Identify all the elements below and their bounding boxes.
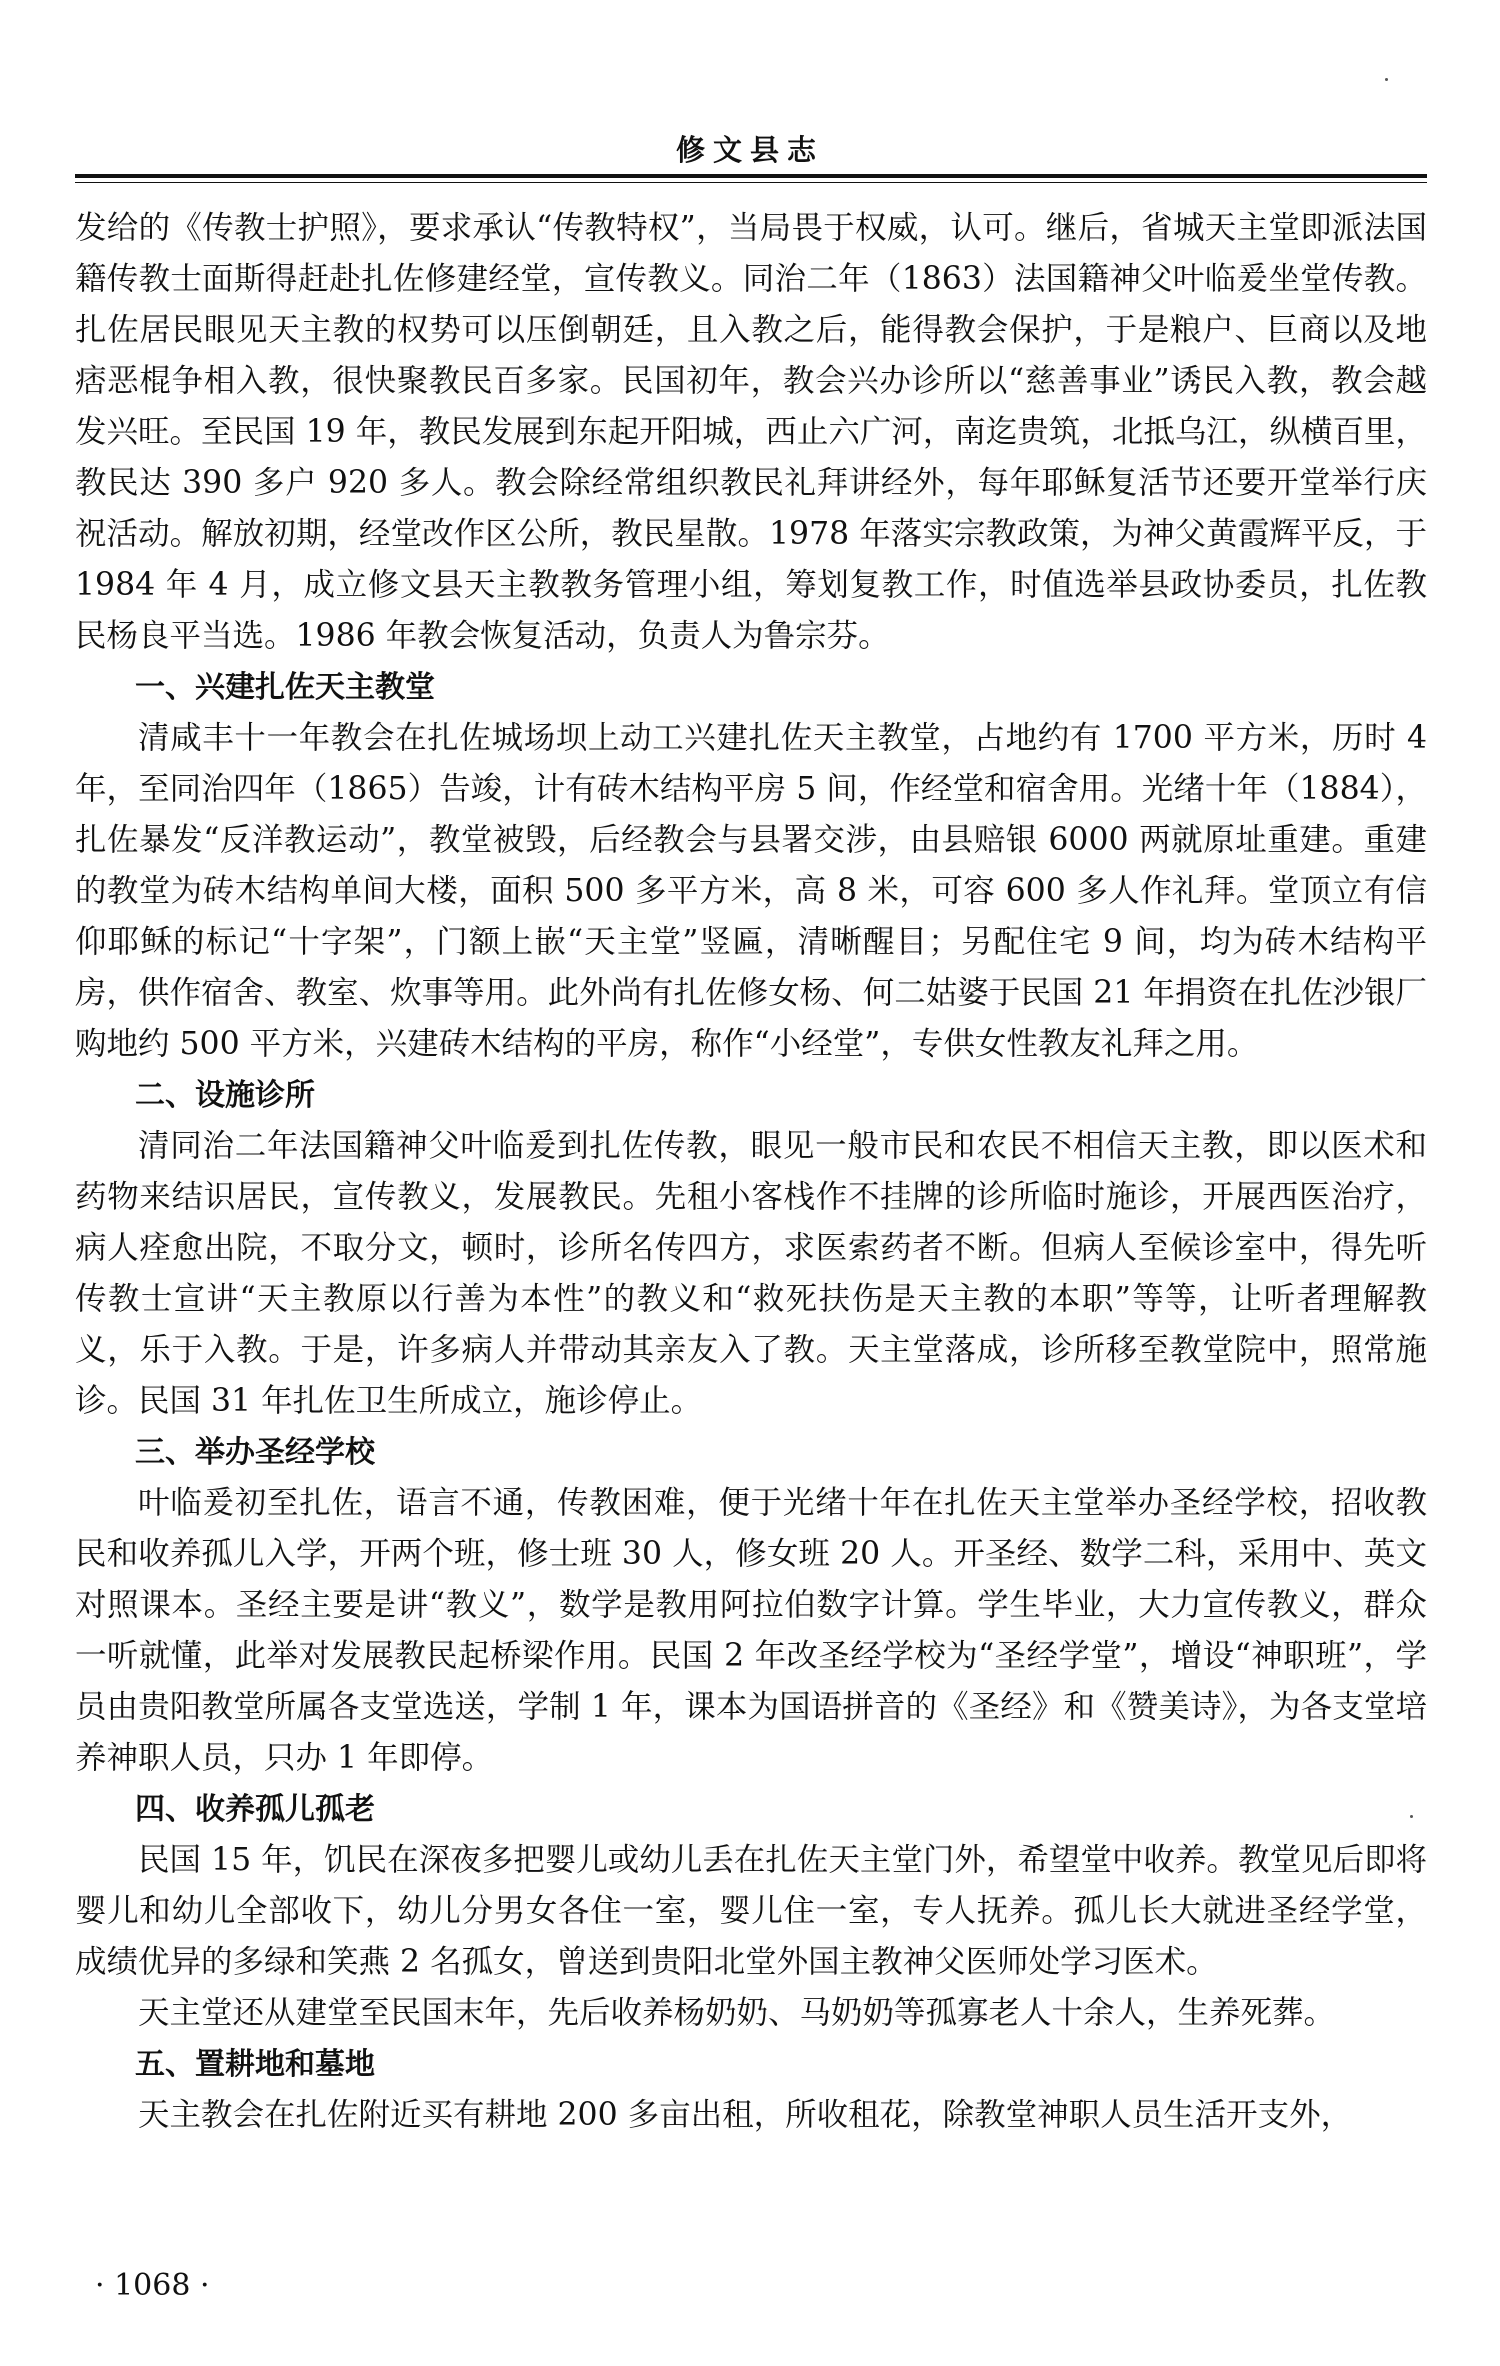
section-4-paragraph-2: 天主堂还从建堂至民国末年，先后收养杨奶奶、马奶奶等孤寡老人十余人，生养死葬。 [138,1995,1336,2031]
running-header: 修文县志 [675,133,824,167]
section-heading-4: 四、收养孤儿孤老 [135,1792,375,1827]
section-1-paragraph: 清咸丰十一年教会在扎佐城场坝上动工兴建扎佐天主教堂，占地约有 1700 平方米，历时 4 年，至同治四年（1865）告竣，计有砖木结构平房 5 间，作经堂和宿舍用。光绪十年（1884），扎佐暴发“反洋教运动”，教堂被毁，后经教会与县署交涉，由县赔银 6000 两就原址重建。重建的教堂为砖木结构单间大楼，面积 500 多平方米，高 8 米，可容 600 多人作礼拜。堂顶立有信仰耶稣的标记“十字架”，门额上嵌“天主堂”竖匾，清晰醒目；另配住宅 9 间，均为砖木结构平房，供作宿舍、教室、炊事等用。此外尚有扎佐修女杨、何二姑婆于民国 21 年捐资在扎佐沙银厂购地约 500 平方米，兴建砖木结构的平房，称作“小经堂”，专供女性教友礼拜之用。 [75,720,1427,1062]
section-heading-5: 五、置耕地和墓地 [135,2047,375,2082]
section-heading-2: 二、设施诊所 [135,1078,315,1113]
intro-paragraph: 发给的《传教士护照》，要求承认“传教特权”，当局畏于权威，认可。继后，省城天主堂即派法国籍传教士面斯得赶赴扎佐修建经堂，宣传教义。同治二年（1863）法国籍神父叶临爰坐堂传教。扎佐居民眼见天主教的权势可以压倒朝廷，且入教之后，能得教会保护，于是粮户、巨商以及地痞恶棍争相入教，很快聚教民百多家。民国初年，教会兴办诊所以“慈善事业”诱民入教，教会越发兴旺。至民国 19 年，教民发展到东起开阳城，西止六广河，南迄贵筑，北抵乌江，纵横百里，教民达 390 多户 920 多人。教会除经常组织教民礼拜讲经外，每年耶稣复活节还要开堂举行庆祝活动。解放初期，经堂改作区公所，教民星散。1978 年落实宗教政策，为神父黄霞辉平反，于 1984 年 4 月，成立修文县天主教教务管理小组，筹划复教工作，时值选举县政协委员，扎佐教民杨良平当选。1986 年教会恢复活动，负责人为鲁宗芬。 [75,210,1427,654]
body-text [75,203,1427,2141]
section-4-paragraph-1: 民国 15 年，饥民在深夜多把婴儿或幼儿丢在扎佐天主堂门外，希望堂中收养。教堂见后即将婴儿和幼儿全部收下，幼儿分男女各住一室，婴儿住一室，专人抚养。孤儿长大就进圣经学堂，成绩优异的多绿和笑燕 2 名孤女，曾送到贵阳北堂外国主教神父医师处学习医术。 [75,1842,1427,1980]
section-5-paragraph: 天主教会在扎佐附近买有耕地 200 多亩出租，所收租花，除教堂神职人员生活开支外， [138,2097,1353,2133]
header-rule-thin [75,182,1427,183]
section-3-paragraph: 叶临爰初至扎佐，语言不通，传教困难，便于光绪十年在扎佐天主堂举办圣经学校，招收教民和收养孤儿入学，开两个班，修士班 30 人，修女班 20 人。开圣经、数学二科，采用中、英文对照课本。圣经主要是讲“教义”，数学是教用阿拉伯数字计算。学生毕业，大力宣传教义，群众一听就懂，此举对发展教民起桥梁作用。民国 2 年改圣经学校为“圣经学堂”，增设“神职班”，学员由贵阳教堂所属各支堂选送，学制 1 年，课本为国语拼音的《圣经》和《赞美诗》，为各支堂培养神职人员，只办 1 年即停。 [75,1485,1427,1776]
section-heading-1: 一、兴建扎佐天主教堂 [135,670,435,705]
section-2-paragraph: 清同治二年法国籍神父叶临爰到扎佐传教，眼见一般市民和农民不相信天主教，即以医术和药物来结识居民，宣传教义，发展教民。先租小客栈作不挂牌的诊所临时施诊，开展西医治疗，病人痊愈出院，不取分文，顿时，诊所名传四方，求医索药者不断。但病人至候诊室中，得先听传教士宣讲“天主教原以行善为本性”的教义和“救死扶伤是天主教的本职”等等，让听者理解教义，乐于入教。于是，许多病人并带动其亲友入了教。天主堂落成，诊所移至教堂院中，照常施诊。民国 31 年扎佐卫生所成立，施诊停止。 [75,1128,1427,1419]
scan-speck [1410,1815,1413,1818]
scan-speck [1385,78,1388,81]
page-number: · 1068 · [95,2268,210,2303]
header-rule-thick [75,174,1427,178]
section-heading-3: 三、举办圣经学校 [135,1435,375,1470]
